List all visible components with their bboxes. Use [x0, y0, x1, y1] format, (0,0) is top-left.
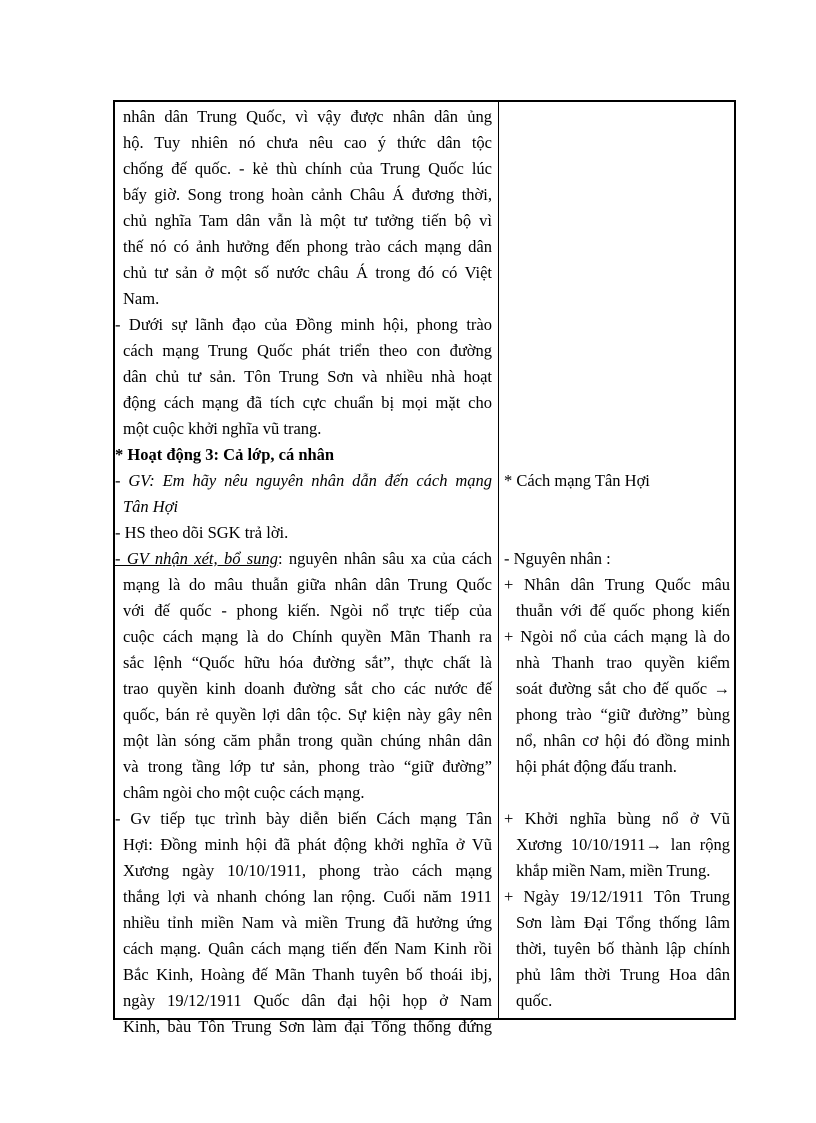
- left-text-line: - GV: Em hãy nêu nguyên nhân dẫn đến cách mạng: [115, 471, 492, 490]
- left-text-line: Nam.: [123, 289, 160, 308]
- right-text-line: thời, tuyên bố thành lập chính: [516, 939, 730, 958]
- right-text-line: quốc.: [516, 991, 553, 1010]
- left-text-line: - GV nhận xét, bổ sung: nguyên nhân sâu xa của cách: [115, 549, 492, 568]
- left-text-line: * Hoạt động 3: Cả lớp, cá nhân: [115, 445, 335, 464]
- right-text-line: Xương 10/10/1911→ lan rộng: [516, 835, 730, 854]
- left-text-line: - Dưới sự lãnh đạo của Đồng minh hội, phong trào: [115, 315, 492, 334]
- left-text-line: chủ nghĩa Tam dân vẫn là một tư tưởng tiến bộ vì: [123, 211, 492, 230]
- right-text-line: * Cách mạng Tân Hợi: [504, 471, 650, 490]
- left-text-line: cuộc cách mạng là do Chính quyền Mãn Thanh ra: [123, 627, 492, 646]
- right-text-line: khắp miền Nam, miền Trung.: [516, 861, 711, 880]
- left-text-line: một làn sóng căm phẫn trong quần chúng nhân dân: [123, 731, 492, 750]
- left-text-line: châm ngòi cho một cuộc cách mạng.: [123, 783, 365, 802]
- left-text-line: sắc lệnh “Quốc hữu hóa đường sắt”, thực chất là: [123, 653, 492, 672]
- left-text-line: Xương ngày 10/10/1911, phong trào cách mạng: [123, 861, 492, 880]
- left-text-line: hộ. Tuy nhiên nó chưa nêu cao ý thức dân tộc: [123, 133, 492, 152]
- left-text-line: thắng lợi và nhanh chóng lan rộng. Cuối năm 1911: [123, 887, 492, 906]
- left-text-line: Bắc Kinh, Hoàng đế Mãn Thanh tuyên bố thoái ibj,: [123, 965, 492, 984]
- lesson-table: [113, 100, 736, 1036]
- right-text-line: Sơn làm Đại Tổng thống lâm: [516, 913, 730, 932]
- left-text-line: và trong tầng lớp tư sản, phong trào “giữ đường”: [123, 757, 492, 776]
- left-text-line: ngày 19/12/1911 Quốc dân đại hội họp ở Nam: [123, 991, 492, 1010]
- left-text-line: cách mạng. Quân cách mạng tiến đến Nam Kinh rồi: [123, 939, 492, 958]
- gv-comment-label: - GV nhận xét, bổ sung: [115, 549, 278, 568]
- left-text-line: chủ tư sản ở một số nước châu Á trong đó có Việt: [123, 263, 492, 282]
- left-text-line: thế nó có ảnh hưởng đến phong trào cách mạng dân: [123, 237, 492, 256]
- left-text-line: bấy giờ. Song trong hoàn cảnh Châu Á đương thời,: [123, 185, 492, 204]
- left-text-line: Hợi: Đồng minh hội đã phát động khởi nghĩa ở Vũ: [123, 835, 492, 854]
- right-text-line: phong trào “giữ đường” bùng: [516, 705, 730, 724]
- left-text-line: một cuộc khởi nghĩa vũ trang.: [123, 419, 322, 438]
- left-text-line: trao quyền kinh doanh đường sắt cho các nước đế: [123, 679, 492, 698]
- right-text-line: hội phát động đấu tranh.: [516, 757, 677, 776]
- right-text-line: + Khởi nghĩa bùng nổ ở Vũ: [504, 809, 730, 828]
- right-text-line: thuẫn với đế quốc phong kiến: [516, 601, 730, 620]
- right-text-line: nổ, nhân cơ hội đó đồng minh: [516, 731, 730, 750]
- left-text-line: với đế quốc - phong kiến. Ngòi nổ trực tiếp của: [123, 601, 492, 620]
- left-text-line: động cách mạng đã tích cực chuẩn bị mọi mặt cho: [123, 393, 492, 412]
- right-text-line: nhà Thanh trao quyền kiểm: [516, 653, 730, 672]
- left-text-line: dân chủ tư sản. Tôn Trung Sơn và nhiều nhà hoạt: [123, 367, 492, 386]
- column-divider: [498, 102, 499, 1018]
- left-text-line: cách mạng Trung Quốc phát triển theo con đường: [123, 341, 492, 360]
- right-text-line: phủ lâm thời Trung Hoa dân: [516, 965, 730, 984]
- left-text-line: - Gv tiếp tục trình bày diễn biến Cách mạng Tân: [115, 809, 492, 828]
- right-text-line: soát đường sắt cho đế quốc →: [516, 679, 730, 698]
- left-text-line: chống đế quốc. - kẻ thù chính của Trung Quốc lúc: [123, 159, 492, 178]
- left-text-line: nhiều tỉnh miền Nam và miền Trung đã hưởng ứng: [123, 913, 492, 932]
- left-text-line: - HS theo dõi SGK trả lời.: [115, 523, 289, 542]
- left-text-line: quốc, bán rẻ quyền lợi dân tộc. Sự kiện này gây nên: [123, 705, 492, 724]
- left-text-line: Kinh, bàu Tôn Trung Sơn làm đại Tổng thống đứng: [123, 1017, 492, 1036]
- right-text-line: + Nhân dân Trung Quốc mâu: [504, 575, 730, 594]
- right-text-line: + Ngòi nổ của cách mạng là do: [504, 627, 730, 646]
- left-text-line: Tân Hợi: [123, 497, 179, 516]
- left-text-line: mạng là do mâu thuẫn giữa nhân dân Trung Quốc: [123, 575, 492, 594]
- right-text-line: - Nguyên nhân :: [504, 549, 611, 568]
- right-text-line: + Ngày 19/12/1911 Tôn Trung: [504, 887, 730, 906]
- left-text-line: nhân dân Trung Quốc, vì vậy được nhân dân ủng: [123, 107, 492, 126]
